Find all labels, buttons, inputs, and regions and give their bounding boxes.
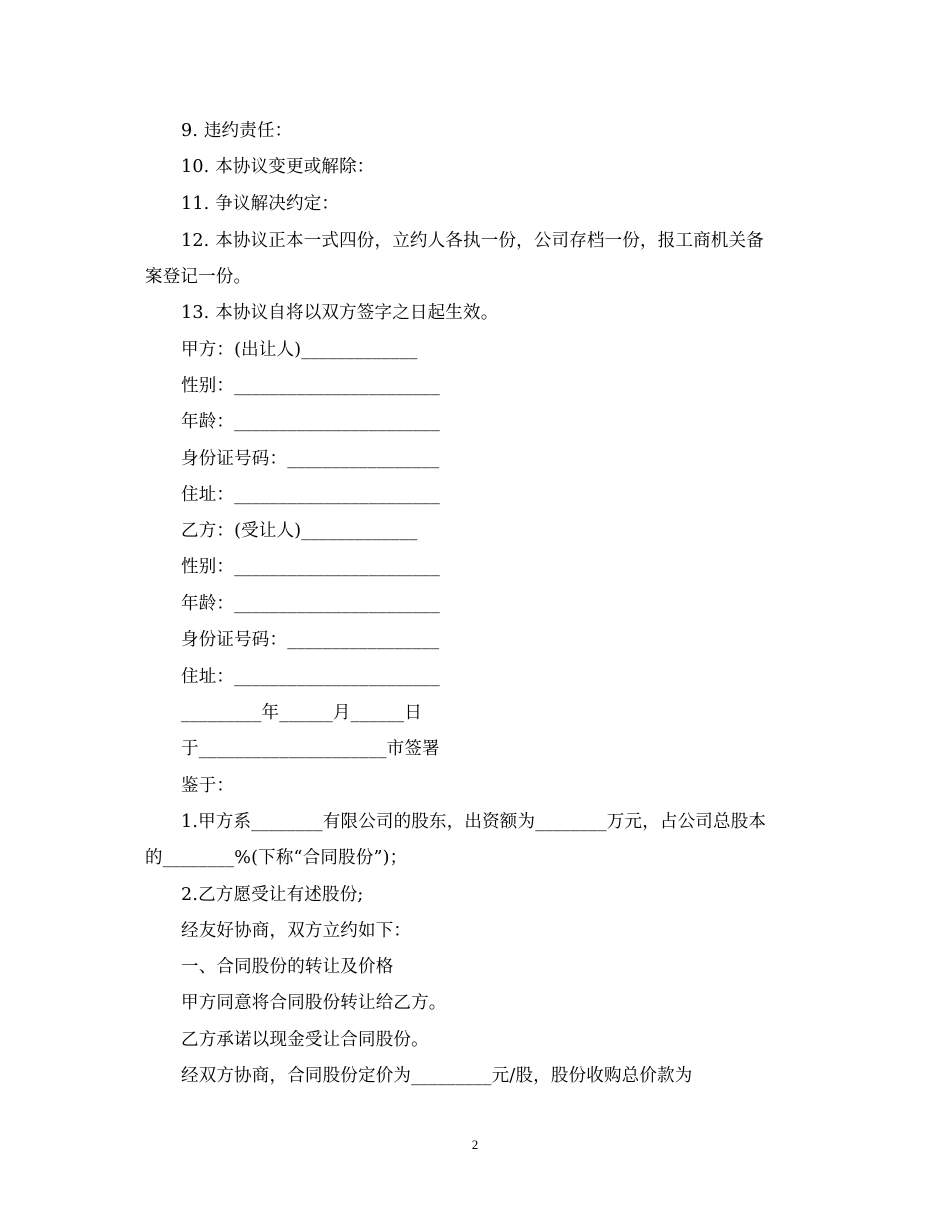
recital-2: 2.乙方愿受让有述股份; (181, 885, 364, 905)
signing-place-field: 于_____________________市签署 (181, 739, 440, 759)
clause-13-effective-date: 13. 本协议自将以双方签字之日起生效。 (181, 303, 499, 323)
transfer-agreement-line: 甲方同意将合同股份转让给乙方。 (181, 993, 447, 1013)
agreement-intro: 经友好协商，双方立约如下： (181, 921, 412, 941)
party-a-age-field: 年龄：_______________________ (181, 412, 440, 432)
cash-payment-line: 乙方承诺以现金受让合同股份。 (181, 1030, 429, 1050)
clause-12-copies: 12. 本协议正本一式四份，立约人各执一份，公司存档一份，报工商机关备 (181, 231, 764, 251)
recital-1: 1.甲方系________有限公司的股东，出资额为________万元，占公司总股本 (181, 812, 767, 832)
signing-date-field: _________年______月______日 (181, 703, 423, 723)
clause-9-breach-liability: 9. 违约责任： (181, 121, 293, 141)
party-b-address-field: 住址：_______________________ (181, 667, 440, 687)
clause-12-copies-continued: 案登记一份。 (145, 267, 252, 287)
party-b-id-number-field: 身份证号码：_________________ (181, 630, 440, 650)
whereas-heading: 鉴于： (181, 776, 235, 796)
party-b-transferee-field: 乙方：(受让人)_____________ (181, 521, 418, 541)
party-a-id-number-field: 身份证号码：_________________ (181, 449, 440, 469)
party-a-transferor-field: 甲方：(出让人)_____________ (181, 340, 418, 360)
party-a-address-field: 住址：_______________________ (181, 485, 440, 505)
page-number: 2 (471, 1137, 479, 1152)
section-1-heading: 一、合同股份的转让及价格 (181, 957, 394, 977)
clause-11-dispute-resolution: 11. 争议解决约定： (181, 194, 340, 214)
party-b-gender-field: 性别：_______________________ (181, 557, 440, 577)
clause-10-amendment: 10. 本协议变更或解除： (181, 157, 375, 177)
share-price-line: 经双方协商，合同股份定价为_________元/股，股份收购总价款为 (181, 1066, 693, 1086)
party-a-gender-field: 性别：_______________________ (181, 376, 440, 396)
party-b-age-field: 年龄：_______________________ (181, 594, 440, 614)
recital-1-continued: 的________%(下称“合同股份”)； (145, 848, 408, 868)
